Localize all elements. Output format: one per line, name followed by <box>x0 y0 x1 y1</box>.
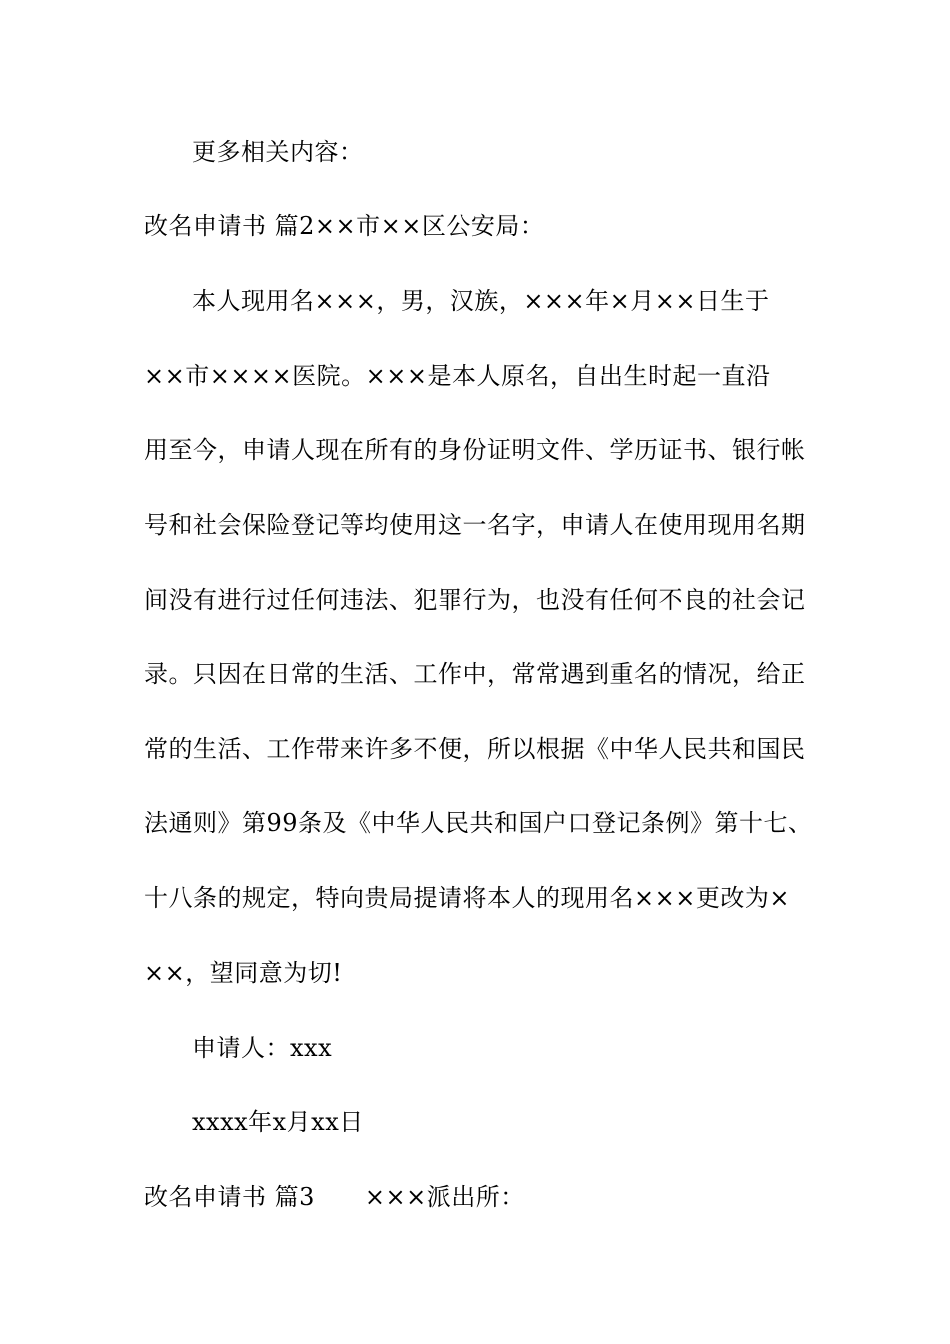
body-line: ××，望同意为切! <box>144 959 343 987</box>
body-line: 十八条的规定，特向贵局提请将本人的现用名×××更改为× <box>144 884 790 912</box>
body-line: 常的生活、工作带来许多不便，所以根据《中华人民共和国民 <box>144 735 806 763</box>
applicant-line: 申请人：xxx <box>192 1034 333 1062</box>
body-line: 本人现用名×××，男，汉族，×××年×月××日生于 <box>192 287 770 315</box>
section3-addressee: ×××派出所： <box>364 1183 525 1211</box>
body-line: ××市××××医院。×××是本人原名，自出生时起一直沿 <box>144 362 771 390</box>
body-line: 法通则》第99条及《中华人民共和国户口登记条例》第十七、 <box>144 809 813 837</box>
body-line: 间没有进行过任何违法、犯罪行为，也没有任何不良的社会记 <box>144 586 806 614</box>
more-related-label: 更多相关内容： <box>192 138 364 166</box>
section3-title: 改名申请书 篇3 <box>144 1183 315 1211</box>
section3-heading <box>144 1177 809 1217</box>
body-line: 录。只因在日常的生活、工作中，常常遇到重名的情况，给正 <box>144 660 806 688</box>
body-line: 号和社会保险登记等均使用这一名字，申请人在使用现用名期 <box>144 511 806 539</box>
date-line: xxxx年x月xx日 <box>192 1108 364 1136</box>
section2-heading: 改名申请书 篇2××市××区公安局： <box>144 212 545 240</box>
body-line: 用至今，申请人现在所有的身份证明文件、学历证书、银行帐 <box>144 436 806 464</box>
